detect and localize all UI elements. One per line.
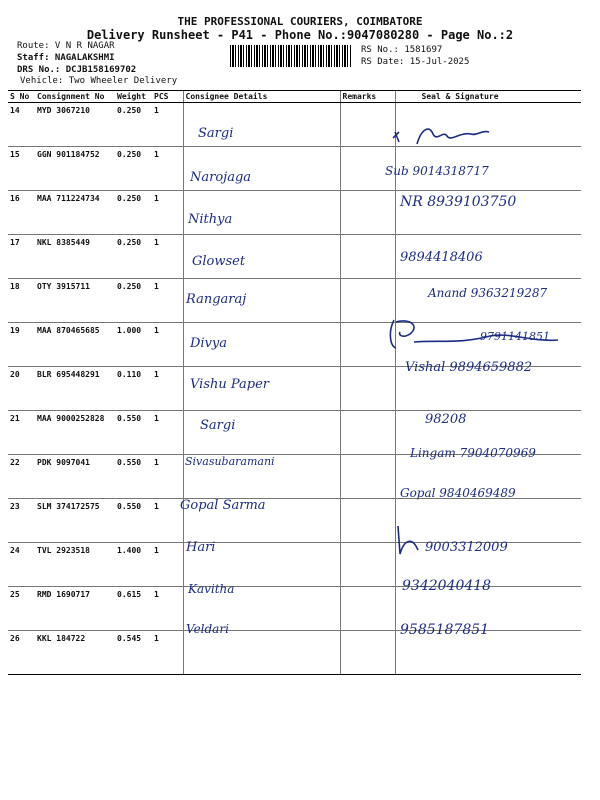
row-weight: 0.250 [115,279,152,323]
row-pcs: 1 [152,543,183,587]
vehicle-text: Vehicle: Two Wheeler Delivery [20,76,178,86]
row-pcs: 1 [152,455,183,499]
table-row [8,147,581,191]
row-pcs: 1 [152,235,183,279]
row-sno: 21 [8,411,35,455]
signature-scribble [385,120,505,150]
row-consignment: OTY 3915711 [35,279,115,323]
handwritten-name: Rangaraj [186,292,247,307]
row-consignment: MAA 711224734 [35,191,115,235]
handwritten-signature: Gopal 9840469489 [400,486,516,500]
handwritten-signature: Anand 9363219287 [428,286,548,300]
handwritten-name: Narojaga [190,170,252,185]
table-row [8,631,581,675]
route-text: Route: V N R NAGAR [17,41,115,51]
col-remarks: Remarks [340,91,395,103]
col-seal: Seal & Signature [395,91,581,103]
row-consignment: KKL 184722 [35,631,115,675]
row-sno: 26 [8,631,35,675]
row-remarks [340,411,395,455]
table-header [8,91,581,103]
row-consignee [183,631,340,675]
table-row [8,587,581,631]
rs-date: RS Date: 15-Jul-2025 [361,57,470,67]
row-remarks [340,499,395,543]
row-weight: 0.550 [115,455,152,499]
handwritten-signature: 9342040418 [402,578,492,594]
row-weight: 0.250 [115,147,152,191]
col-consignee: Consignee Details [183,91,340,103]
row-pcs: 1 [152,411,183,455]
handwritten-name: Gopal Sarma [180,498,266,513]
row-consignment: NKL 8385449 [35,235,115,279]
row-consignment: MYD 3067210 [35,103,115,147]
handwritten-signature: 9585187851 [400,622,490,638]
row-sno: 23 [8,499,35,543]
row-remarks [340,543,395,587]
col-pcs: PCS [152,91,183,103]
row-consignment: SLM 374172575 [35,499,115,543]
row-weight: 1.000 [115,323,152,367]
row-pcs: 1 [152,323,183,367]
barcode [230,45,352,67]
row-weight: 0.545 [115,631,152,675]
row-weight: 0.110 [115,367,152,411]
row-pcs: 1 [152,191,183,235]
handwritten-signature: 9894418406 [400,250,483,265]
row-weight: 0.250 [115,235,152,279]
row-consignment: GGN 901184752 [35,147,115,191]
col-weight: Weight [115,91,152,103]
row-pcs: 1 [152,499,183,543]
row-pcs: 1 [152,631,183,675]
row-remarks [340,235,395,279]
row-weight: 0.250 [115,191,152,235]
row-pcs: 1 [152,103,183,147]
row-weight: 0.615 [115,587,152,631]
row-sno: 18 [8,279,35,323]
row-sno: 15 [8,147,35,191]
row-remarks [340,367,395,411]
row-consignment: BLR 695448291 [35,367,115,411]
handwritten-name: Veldari [186,622,229,636]
handwritten-name: Nithya [188,212,233,227]
row-remarks [340,191,395,235]
row-consignment: MAA 870465685 [35,323,115,367]
col-consignment: Consignment No [35,91,115,103]
staff-text: Staff: NAGALAKSHMI [17,53,115,63]
handwritten-name: Sargi [198,126,234,141]
row-pcs: 1 [152,367,183,411]
handwritten-signature: Sub 9014318717 [385,164,489,178]
row-sno: 24 [8,543,35,587]
handwritten-name: Divya [190,336,228,351]
row-pcs: 1 [152,147,183,191]
row-pcs: 1 [152,587,183,631]
row-sno: 16 [8,191,35,235]
runsheet-table [8,90,581,675]
row-sno: 19 [8,323,35,367]
handwritten-signature: 9003312009 [425,540,508,555]
row-weight: 0.550 [115,499,152,543]
table-row [8,499,581,543]
handwritten-name: Glowset [192,254,246,269]
row-sno: 17 [8,235,35,279]
handwritten-signature: Vishal 9894659882 [405,360,533,375]
runsheet-subtitle: Delivery Runsheet - P41 - Phone No.:9047080280 - Page No.:2 [86,28,514,42]
row-sno: 14 [8,103,35,147]
handwritten-signature: 9791141851 [480,330,550,343]
handwritten-name: Kavitha [188,582,235,596]
row-consignment: PDK 9097041 [35,455,115,499]
row-weight: 1.400 [115,543,152,587]
col-sno: S No [8,91,35,103]
row-remarks [340,587,395,631]
table-row [8,235,581,279]
company-title: THE PROFESSIONAL COURIERS, COIMBATORE [177,15,423,28]
handwritten-signature: Lingam 7904070969 [410,446,536,460]
row-weight: 0.250 [115,103,152,147]
drs-number: DRS No.: DCJB158169702 [17,65,137,75]
row-weight: 0.550 [115,411,152,455]
rs-number: RS No.: 1581697 [361,45,443,55]
row-consignment: TVL 2923518 [35,543,115,587]
row-sno: 20 [8,367,35,411]
handwritten-name: Sivasubaramani [185,455,275,468]
handwritten-name: Hari [186,540,216,555]
row-remarks [340,631,395,675]
row-remarks [340,455,395,499]
row-sno: 25 [8,587,35,631]
row-pcs: 1 [152,279,183,323]
row-consignment: RMD 1690717 [35,587,115,631]
row-sno: 22 [8,455,35,499]
handwritten-signature: NR 8939103750 [400,194,517,210]
row-consignment: MAA 9000252828 [35,411,115,455]
handwritten-name: Vishu Paper [190,377,270,392]
handwritten-name: Sargi [200,418,236,433]
handwritten-signature: 98208 [425,412,467,427]
